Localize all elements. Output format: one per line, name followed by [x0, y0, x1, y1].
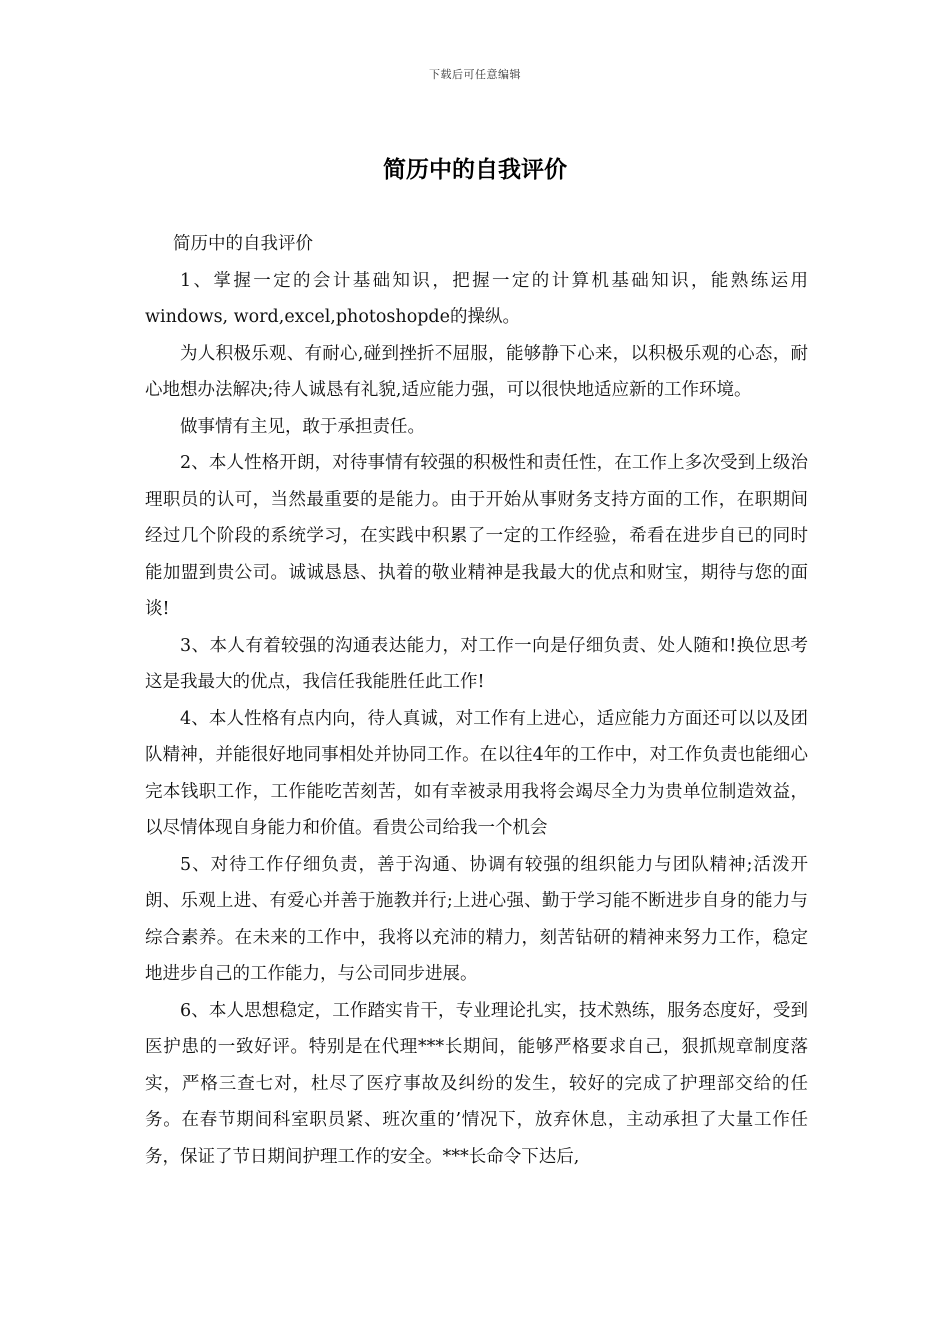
paragraph-7: 5、对待工作仔细负责，善于沟通、协调有较强的组织能力与团队精神;活泼开朗、乐观上进、有爱心并善于施教并行;上进心强、勤于学习能不断进步自身的能力与综合素养。在未来的工作中，我将以充沛的精力，刻苦钻研的精神来努力工作，稳定地进步自己的工作能力，与公司同步进展。: [145, 854, 808, 984]
paragraph-4: 2、本人性格开朗，对待事情有较强的积极性和责任性，在工作上多次受到上级治理职员的认可，当然最重要的是能力。由于开始从事财务支持方面的工作，在职期间经过几个阶段的系统学习，在实践中积累了一定的工作经验，希看在进步自已的同时能加盟到贵公司。诚诚恳恳、执着的敬业精神是我最大的优点和财宝，期待与您的面谈!: [145, 453, 808, 619]
document-body: [145, 226, 808, 1175]
paragraph-5: 3、本人有着较强的沟通表达能力，对工作一向是仔细负责、处人随和!换位思考这是我最大的优点，我信任我能胜任此工作!: [145, 635, 808, 692]
paragraph-subtitle: 简历中的自我评价: [173, 234, 313, 254]
header-note: 下载后可任意编辑: [429, 68, 521, 81]
paragraph-2: 为人积极乐观、有耐心,碰到挫折不屈服，能够静下心来，以积极乐观的心态，耐心地想办法解决;待人诚恳有礼貌,适应能力强，可以很快地适应新的工作环境。: [145, 343, 808, 400]
paragraph-3: 做事情有主见，敢于承担责任。: [180, 416, 425, 437]
document-title: 简历中的自我评价: [383, 156, 567, 183]
paragraph-8: 6、本人思想稳定，工作踏实肯干，专业理论扎实，技术熟练，服务态度好，受到医护患的一致好评。特别是在代理***长期间，能够严格要求自己，狠抓规章制度落实，严格三查七对，杜尽了医疗事故及纠纷的发生，较好的完成了护理部交给的任务。在春节期间科室职员紧、班次重的’情况下，放弃休息，主动承担了大量工作任务，保证了节日期间护理工作的安全。***长命令下达后,: [145, 1000, 808, 1167]
paragraph-6: 4、本人性格有点内向，待人真诚，对工作有上进心，适应能力方面还可以以及团队精神，并能很好地同事相处并协同工作。在以往4年的工作中，对工作负责也能细心完本钱职工作，工作能吃苦刻苦，如有幸被录用我将会竭尽全力为贵单位制造效益，以尽情体现自身能力和价值。看贵公司给我一个机会: [145, 708, 808, 838]
paragraph-1: 1、掌握一定的会计基础知识，把握一定的计算机基础知识，能熟练运用windows, word,excel,photoshopde的操纵。: [145, 270, 808, 327]
